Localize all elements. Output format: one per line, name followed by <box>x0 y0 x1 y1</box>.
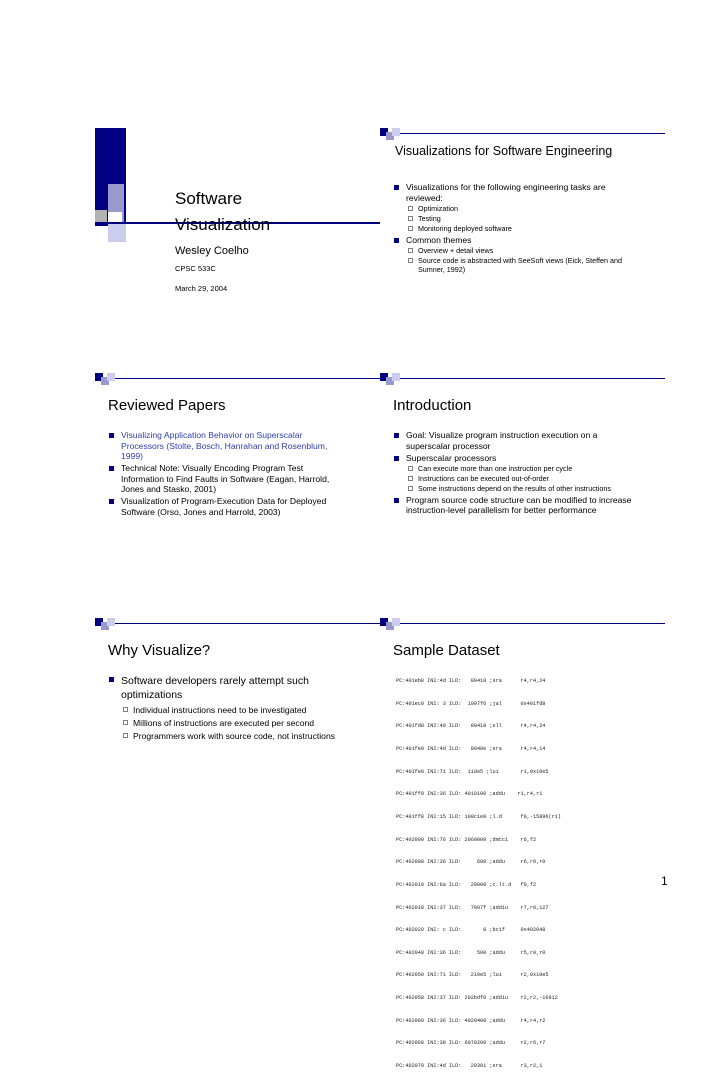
title-line-2: Visualization <box>175 215 271 234</box>
slide-3 <box>95 373 380 587</box>
sub-item: Instructions can be executed out-of-order <box>406 474 644 483</box>
dataset-line: PC:401eb8 INI:4d ILD: 80418 ;sra r4,r4,24 <box>396 678 546 685</box>
corner-square-lavender <box>392 373 400 381</box>
slide-2 <box>380 128 665 342</box>
dataset-line: PC:402048 INI:36 ILD: 500 ;addu r5,r0,r0 <box>396 949 546 956</box>
bullet-text: Goal: Visualize program instruction execution on a superscalar processor <box>406 430 598 451</box>
sub-bullets <box>121 705 337 742</box>
deco-square-grey <box>95 210 107 222</box>
slide-2-title: Visualizations for Software Engineering <box>395 144 613 158</box>
top-rule <box>115 623 380 624</box>
sub-bullets <box>406 204 644 233</box>
dataset-line: PC:401fd8 INI:49 ILD: 80418 ;sll r4,r4,24 <box>396 723 546 730</box>
slide-5-bullets <box>107 674 337 744</box>
paper-title: Technical Note: Visually Encoding Program Test Information to Find Faults in Software (Eagan, Harrold, Jones and Stasko, 2001) <box>121 463 330 494</box>
author-name: Wesley Coelho <box>175 245 249 257</box>
slide-1 <box>95 128 380 342</box>
dataset-line: PC:401ff8 INI:15 ILD: 100c1e8 ;l.d f0,-15896(r1) <box>396 813 561 820</box>
bullet-text: Program source code structure can be modified to increase instruction-level parallelism for better performance <box>406 494 632 515</box>
page-number: 1 <box>661 874 668 888</box>
bullet-text: Software developers rarely attempt such optimizations <box>121 675 309 701</box>
dataset-line: PC:402010 INI:6a ILD: 20000 ;c.lt.d f0,f2 <box>396 881 537 888</box>
slide-3-bullets <box>107 430 347 519</box>
sub-item: Testing <box>406 214 644 223</box>
bullet-text: Visualizations for the following engineering tasks are reviewed: <box>406 182 606 203</box>
slide-1-title <box>175 186 270 238</box>
slide-4-title: Introduction <box>393 397 472 414</box>
sub-item: Millions of instructions are executed per second <box>121 718 337 729</box>
dataset-line: PC:402018 INI:37 ILD: 7007f ;addiu r7,r0,127 <box>396 904 549 911</box>
sub-item: Some instructions depend on the results of other instructions <box>406 484 644 493</box>
dataset-line: PC:402008 INI:36 ILD: 600 ;addu r6,r0,r0 <box>396 859 546 866</box>
paper-item-test <box>107 463 347 495</box>
title-line-1: Software <box>175 189 243 208</box>
corner-square-lavender <box>392 618 400 626</box>
dataset-line: PC:401ec0 INI: 3 ILD: 1007f6 ;jal 0x401fd8 <box>396 700 546 707</box>
bullet-text: Superscalar processors <box>406 452 497 463</box>
dataset-line: PC:402060 INI:36 ILD: 4020400 ;addu r4,r4,r2 <box>396 1017 546 1024</box>
dataset-line: PC:401ff0 INI:36 ILD: 4010100 ;addu r1,r4,r1 <box>396 791 543 798</box>
slide-6 <box>380 618 665 1069</box>
top-rule <box>400 623 665 624</box>
paper-link-superscalar[interactable] <box>107 430 347 462</box>
paper-title[interactable]: Visualizing Application Behavior on Superscalar Processors (Stolte, Bosch, Hanrahan and Rosenblum, 1999) <box>121 430 328 461</box>
dataset-line: PC:402000 INI:76 ILD: 2060000 ;dmtc1 r6,f2 <box>396 836 537 843</box>
slide-5-title: Why Visualize? <box>108 642 211 659</box>
sub-item: Individual instructions need to be investigated <box>121 705 337 716</box>
top-rule <box>400 378 665 379</box>
paper-item-deployed <box>107 496 347 517</box>
corner-square-lavender <box>107 618 115 626</box>
slide-4 <box>380 373 665 587</box>
sub-item: Programmers work with source code, not instructions <box>121 731 337 742</box>
slide-3-title: Reviewed Papers <box>108 397 226 414</box>
dataset-line: PC:402068 INI:38 ILD: 6070200 ;addu r2,r6,r7 <box>396 1040 546 1047</box>
slide-6-title: Sample Dataset <box>393 642 500 659</box>
sub-item: Optimization <box>406 204 644 213</box>
bullet-restructure <box>392 495 644 516</box>
corner-square-lavender <box>392 128 400 136</box>
top-rule <box>115 378 380 379</box>
deco-square-white <box>108 212 122 222</box>
dataset-line: PC:402058 INI:37 ILD: 202bdf0 ;addiu r2,r2,-16912 <box>396 995 558 1002</box>
sub-item: Source code is abstracted with SeeSoft views (Eick, Steffen and Sumner, 1992) <box>406 256 644 274</box>
course-code: CPSC 533C <box>175 264 216 273</box>
deco-square-lavender <box>108 224 126 242</box>
bullet-themes <box>392 235 644 275</box>
slide-2-bullets <box>392 182 644 276</box>
bullet-tasks <box>392 182 644 233</box>
presentation-date: March 29, 2004 <box>175 284 228 293</box>
dataset-line: PC:401fe0 INI:4d ILD: 8040e ;sra r4,r4,14 <box>396 746 546 753</box>
bullet-superscalar <box>392 453 644 494</box>
paper-title: Visualization of Program-Execution Data for Deployed Software (Orso, Jones and Harrold, 2003) <box>121 496 327 517</box>
bullet-text: Common themes <box>406 234 472 245</box>
dataset-line: PC:402020 INI: c ILD: 8 ;bc1f 0x402048 <box>396 927 546 934</box>
slide-5 <box>95 618 380 832</box>
top-rule <box>400 133 665 134</box>
bullet-goal <box>392 430 644 451</box>
slide-4-bullets <box>392 430 644 517</box>
dataset-line: PC:402070 INI:4d ILD: 20301 ;sra r3,r2,1 <box>396 1062 543 1069</box>
sub-item: Monitoring deployed software <box>406 224 644 233</box>
sub-bullets <box>406 464 644 493</box>
sub-bullets <box>406 246 644 274</box>
dataset-line: PC:401fe8 INI:71 ILD: 110e5 ;lui r1,0x10e5 <box>396 768 549 775</box>
corner-square-lavender <box>107 373 115 381</box>
dataset-line: PC:402050 INI:71 ILD: 210e5 ;lui r2,0x10e5 <box>396 972 549 979</box>
dataset-listing <box>396 663 561 1086</box>
sub-item: Can execute more than one instruction per cycle <box>406 464 644 473</box>
sub-item: Overview + detail views <box>406 246 644 255</box>
bullet-developers <box>107 674 337 742</box>
